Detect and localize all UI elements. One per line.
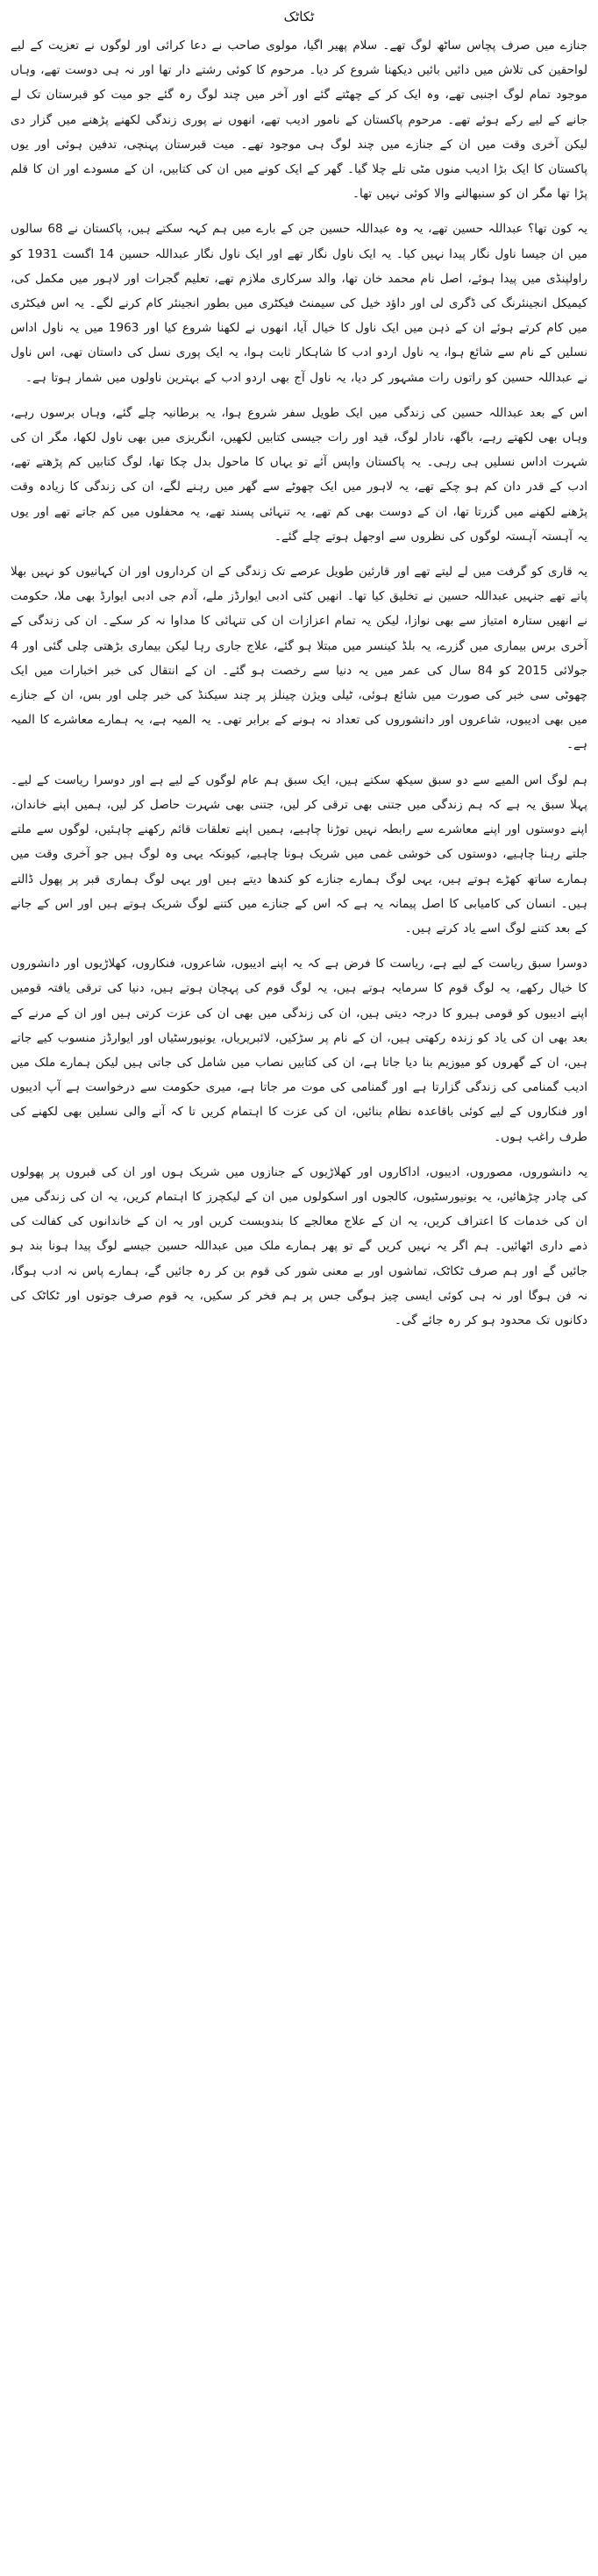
article-paragraph-6: دوسرا سبق ریاست کے لیے ہے، ریاست کا فرض ہے کہ یہ اپنے ادیبوں، شاعروں، فنکاروں، کھلاڑیوں اور دانشوروں کا خیال رکھے، یہ لوگ قوم کا سرمایہ ہوتے ہیں، یہ لوگ قوم کی پہچان ہوتے ہیں، دنیا کی ترقی یافتہ قومیں اپنے ادیبوں کو قومی ہیرو کا درجہ دیتی ہیں، ان کی زندگی میں بھی ان کی عزت کرتی ہیں اور ان کے مرنے کے بعد بھی ان کی یاد کو زندہ رکھتی ہیں، ان کے نام پر سڑکیں، لائبریریاں، یونیورسٹیاں اور ایوارڈز منسوب کیے جاتے ہیں، ان کے گھروں کو میوزیم بنا دیا جاتا ہے، ان کی کتابیں نصاب میں شامل کی جاتی ہیں لیکن ہمارے ملک میں ادیب گمنامی کی زندگی گزارتا ہے اور گمنامی کی موت مر جاتا ہے، میری حکومت سے درخواست ہے آپ ادیبوں اور فنکاروں کے لیے کوئی باقاعدہ نظام بنائیں، ان کی عزت کا اہتمام کریں تا کہ آنے والی نسلیں بھی لکھنے کی طرف راغب ہوں۔	[11, 957, 587, 1144]
article-paragraph-2: یہ کون تھا؟ عبداللہ حسین تھے، یہ وہ عبداللہ حسین جن کے بارے میں ہم کہہ سکتے ہیں، پاکستان نے 68 سالوں میں ان جیسا ناول نگار پیدا نہیں کیا۔ یہ ایک ناول نگار تھے اور ایک ناول نگار عبداللہ حسین 14 اگست 1931 کو راولپنڈی میں پیدا ہوئے، اصل نام محمد خان تھا، والد سرکاری ملازم تھے، تعلیم گجرات اور لاہور میں مکمل کی، کیمیکل انجینئرنگ کی ڈگری لی اور داؤد خیل کی سیمنٹ فیکٹری میں بطور انجینئر کام کرنے لگے۔ یہ اس فیکٹری میں کام کرتے ہوئے ان کے ذہن میں ایک ناول کا خیال آیا، انھوں نے لکھنا شروع کیا اور 1963 میں یہ ناول اداس نسلیں کے نام سے شائع ہوا، یہ ناول اردو ادب کا شاہکار ثابت ہوا، یہ ایک پوری نسل کی داستان تھی، اس ناول نے عبداللہ حسین کو راتوں رات مشہور کر دیا، یہ ناول آج بھی اردو ادب کے بہترین ناولوں میں شمار ہوتا ہے۔	[11, 222, 588, 385]
article-paragraph-5: ہم لوگ اس المیے سے دو سبق سیکھ سکتے ہیں، ایک سبق ہم عام لوگوں کے لیے ہے اور دوسرا ریاست کے لیے۔ پہلا سبق یہ ہے کہ ہم زندگی میں جتنی بھی ترقی کر لیں، جتنی بھی شہرت حاصل کر لیں، ہمیں اپنے خاندان، اپنے دوستوں اور اپنے معاشرے سے رابطہ نہیں توڑنا چاہیے، ہمیں اپنے تعلقات قائم رکھنے چاہئیں، لوگوں سے ملتے جلتے رہنا چاہیے، دوستوں کی خوشی غمی میں شریک ہونا چاہیے، کیونکہ یہی وہ لوگ ہیں جو آخری وقت میں ہمارے ساتھ کھڑے ہوتے ہیں، یہی لوگ ہمارے جنازے کو کندھا دیتے ہیں اور یہی لوگ ہماری قبر پر پھول ڈالتے ہیں۔ انسان کی کامیابی کا اصل پیمانہ یہ ہے کہ اس کے جنازے میں کتنے لوگ شریک ہوتے ہیں اور اس کے جانے کے بعد کتنے لوگ اسے یاد کرتے ہیں۔	[11, 772, 587, 936]
article-paragraph-7: یہ دانشوروں، مصوروں، ادیبوں، اداکاروں اور کھلاڑیوں کے جنازوں میں شریک ہوں اور ان کی قبروں پر پھولوں کی چادر چڑھائیں، یہ یونیورسٹیوں، کالجوں اور اسکولوں میں ان کے لیکچرز کا اہتمام کریں، یہ ان کی زندگی میں ان کی خدمات کا اعتراف کریں، یہ ان کے علاج معالجے کا بندوبست کریں اور یہ ان کے خاندانوں کی کفالت کی ذمے داری اٹھائیں۔ ہم اگر یہ نہیں کریں گے تو پھر ہمارے ملک میں عبداللہ حسین جیسے لوگ پیدا ہونا بند ہو جائیں گے اور ہم صرف ٹکاٹک، تماشوں اور بے معنی شور کی قوم بن کر رہ جائیں گے، ہمارے پاس نہ ادب ہوگا، نہ فن ہوگا اور نہ ہی کوئی ایسی چیز ہوگی جس پر ہم فخر کر سکیں، یہ قوم صرف جوتوں اور ٹکاٹک کی دکانوں تک محدود ہو کر رہ جائے گی۔	[11, 1164, 587, 1327]
article-paragraph-1: جنازے میں صرف پچاس ساٹھ لوگ تھے۔ سلام پھیر اگیا، مولوی صاحب نے دعا کرائی اور لوگوں نے تعزیت کے لیے لواحقین کی تلاش میں دائیں بائیں دیکھنا شروع کر دیا۔ مرحوم کا کوئی رشتے دار تھا اور نہ ہی دوست تھے، وہاں موجود تمام لوگ اجنبی تھے، وہ ایک کر کے چھٹتے گئے اور آخر میں چند لوگ رہ گئے جو میت کو قبرستان تک لے جانے کے لیے رکے ہوئے تھے۔ مرحوم پاکستان کے نامور ادیب تھے، انھوں نے پوری زندگی لکھنے پڑھنے میں گزار دی لیکن آخری وقت میں ان کے جنازے میں چند لوگ ہی موجود تھے۔ میت قبرستان پہنچی، تدفین ہوئی اور یوں پاکستان کا ایک بڑا ادیب منوں مٹی تلے چلا گیا۔ گھر کے ایک کونے میں ان کی کتابیں، ان کے مسودے اور ان کا قلم پڑا تھا مگر ان کو سنبھالنے والا کوئی نہیں تھا۔	[11, 39, 587, 202]
article-paragraph-3: اس کے بعد عبداللہ حسین کی زندگی میں ایک طویل سفر شروع ہوا، یہ برطانیہ چلے گئے، وہاں برسوں رہے، وہاں بھی لکھتے رہے، باگھ، نادار لوگ، قید اور رات جیسی کتابیں لکھیں، انگریزی میں بھی ناول لکھا، مگر ان کی شہرت اداس نسلیں ہی رہی۔ یہ پاکستان واپس آئے تو یہاں کا ماحول بدل چکا تھا، لوگ کتابیں کم پڑھتے تھے، ادب کے قدر دان کم ہو چکے تھے، یہ لاہور میں ایک چھوٹے سے گھر میں رہنے لگے، ان کی زندگی کا زیادہ وقت پڑھنے لکھنے میں گزرتا تھا، ان کے دوست بھی کم تھے، یہ تنہائی پسند تھے، یہ محفلوں میں کم جاتے تھے اور یوں یہ آہستہ آہستہ لوگوں کی نظروں سے اوجھل ہوتے چلے گئے۔	[11, 405, 587, 544]
article-title: ٹکاٹک	[283, 9, 315, 25]
article-paragraph-4: یہ قاری کو گرفت میں لے لیتے تھے اور قارئین طویل عرصے تک زندگی کے ان کرداروں اور ان کہانیوں کو نہیں بھلا پاتے تھے جنہیں عبداللہ حسین نے تخلیق کیا تھا۔ انھیں کئی ادبی ایوارڈز ملے، آدم جی ادبی ایوارڈ بھی ملا، حکومت نے انھیں ستارہ امتیاز سے بھی نوازا، لیکن یہ تمام اعزازات ان کی تنہائی کا مداوا نہ کر سکے۔ ان کی زندگی کے آخری برس بیماری میں گزرے، یہ بلڈ کینسر میں مبتلا ہو گئے، علاج جاری رہا لیکن بیماری بڑھتی چلی گئی اور 4 جولائی 2015 کو 84 سال کی عمر میں یہ دنیا سے رخصت ہو گئے۔ ان کے انتقال کی خبر اخبارات میں ایک چھوٹی سی خبر کی صورت میں شائع ہوئی، ٹیلی ویژن چینلز پر چند سیکنڈ کی خبر چلی اور بس، ان کے جنازے میں بھی ادیبوں، شاعروں اور دانشوروں کی تعداد نہ ہونے کے برابر تھی۔ یہ المیہ ہے، یہ ہمارے معاشرے کا المیہ ہے۔	[11, 565, 588, 752]
